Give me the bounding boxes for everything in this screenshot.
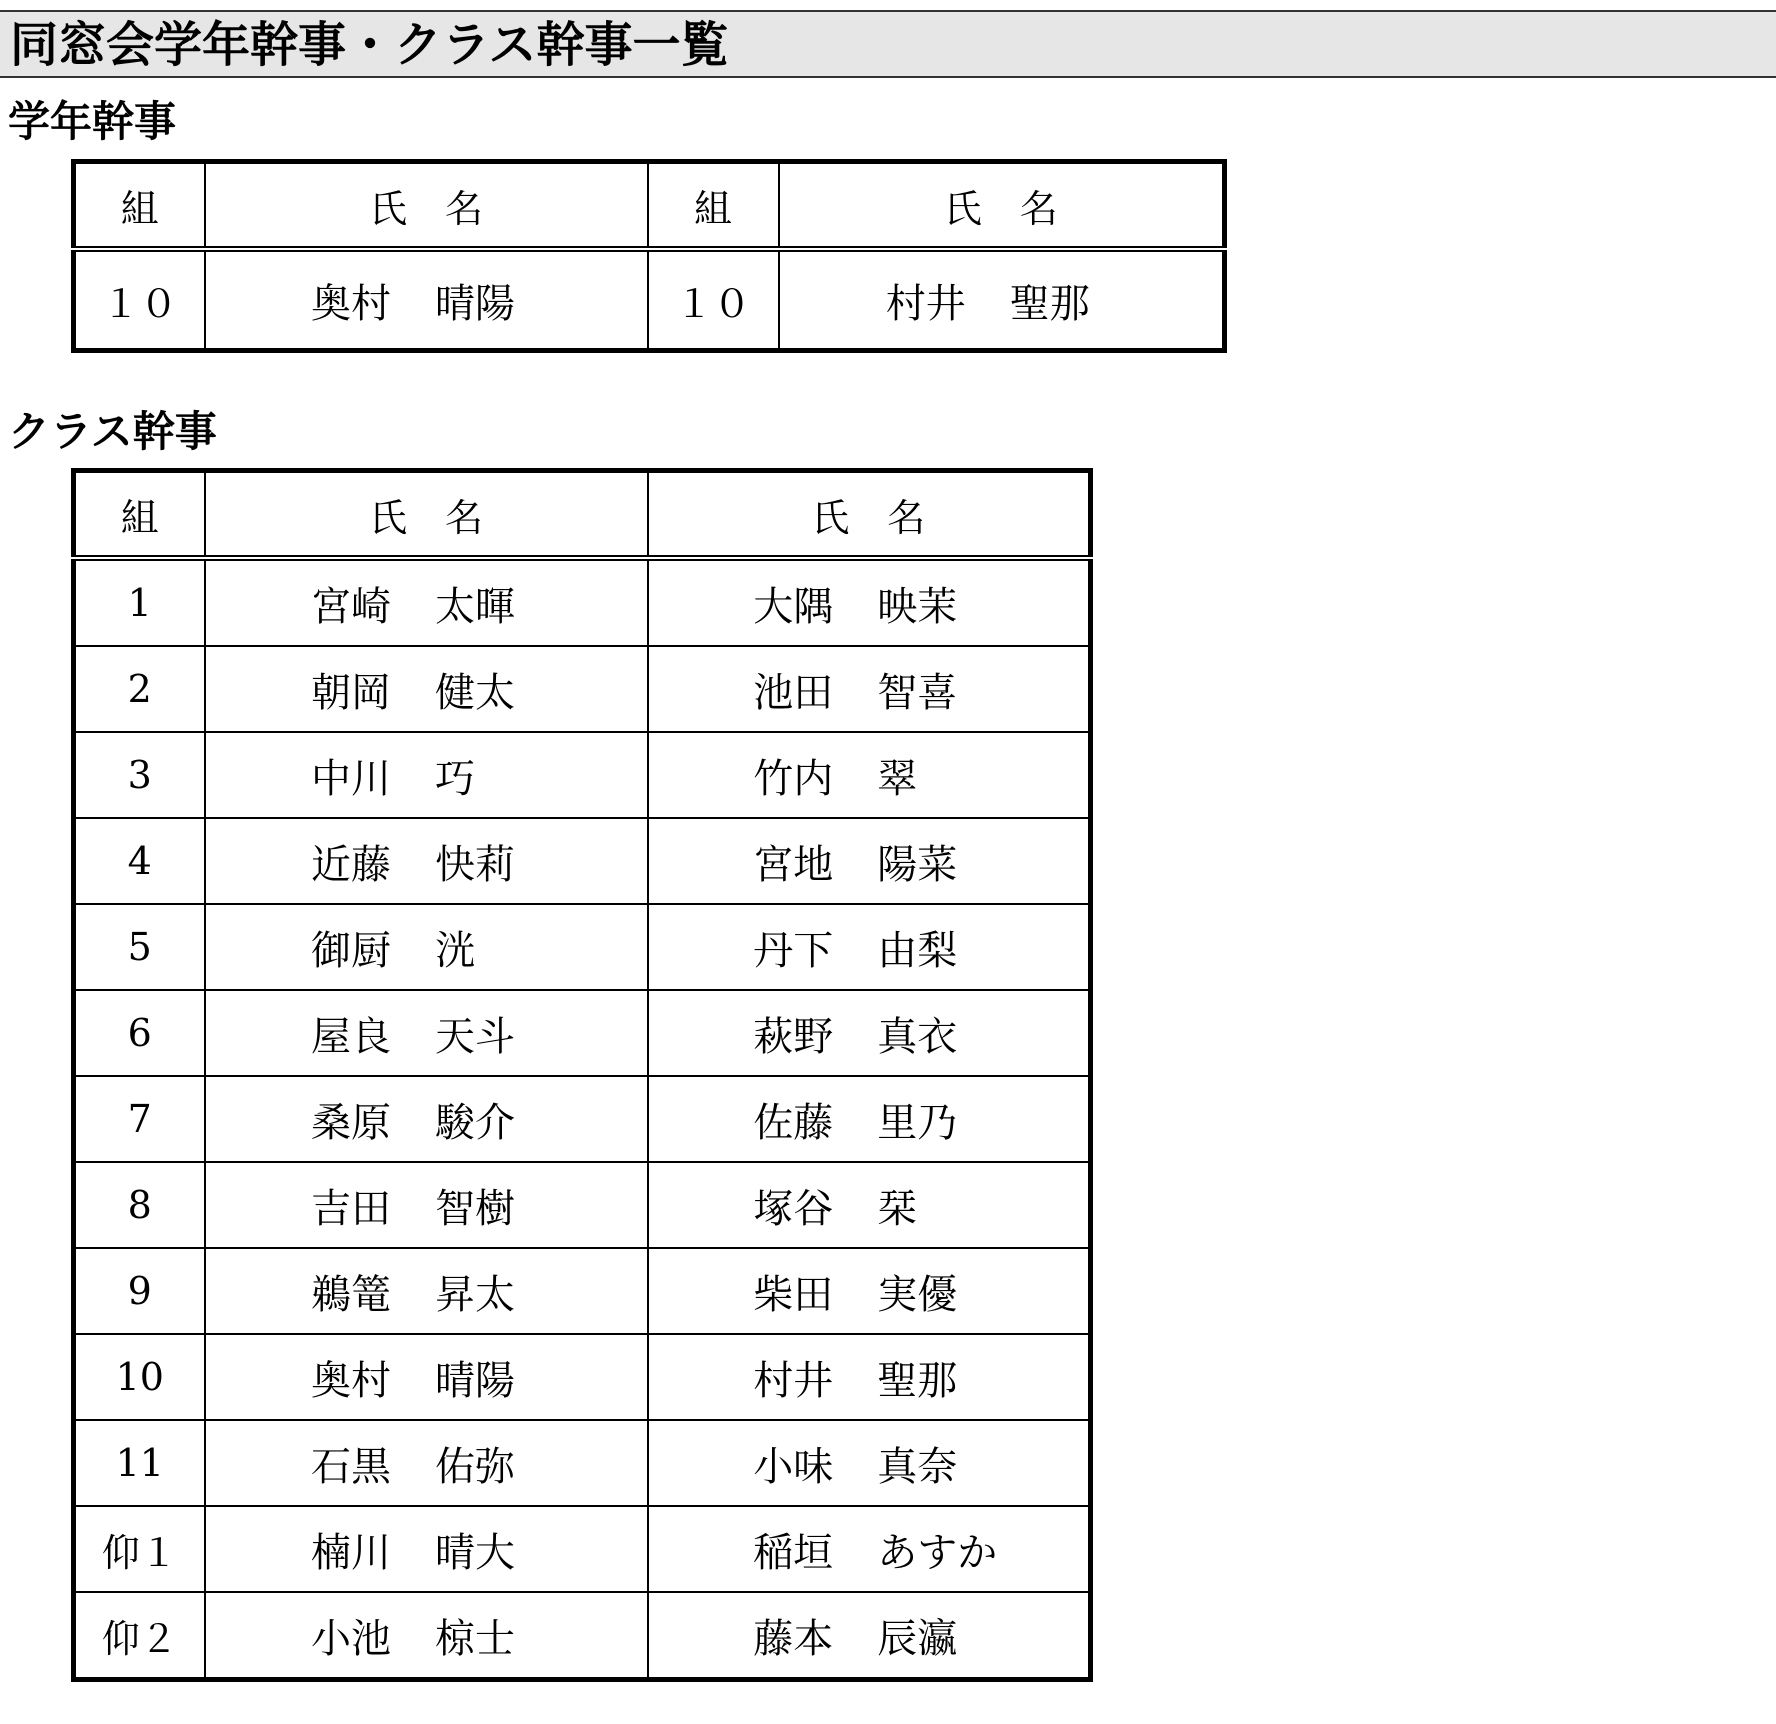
- page-title: 同窓会学年幹事・クラス幹事一覧: [10, 17, 729, 73]
- name-value: [753, 1263, 983, 1320]
- name-cell: [779, 249, 1225, 351]
- surname: 村井: [753, 1357, 834, 1404]
- group-cell: 8: [74, 1162, 205, 1248]
- group-cell: 11: [74, 1420, 205, 1506]
- name-value: [753, 833, 983, 890]
- surname: 小味: [753, 1443, 834, 1490]
- name-value: [753, 1091, 983, 1148]
- given-name: 辰瀛: [877, 1615, 958, 1662]
- table-header-row: [74, 162, 1225, 250]
- name-value: [753, 747, 983, 804]
- name-cell: [205, 990, 648, 1076]
- name-cell: [205, 1420, 648, 1506]
- table-row: [74, 249, 1225, 351]
- given-name: 巧: [435, 755, 475, 802]
- name-cell: [648, 1592, 1091, 1680]
- given-name: 晴大: [435, 1529, 515, 1576]
- surname: 小池: [311, 1615, 391, 1662]
- table-row: [74, 1248, 1091, 1334]
- name-cell: [648, 1248, 1091, 1334]
- grade-secretary-table: [71, 159, 1227, 353]
- name-cell: [648, 732, 1091, 818]
- name-cell: [205, 558, 648, 646]
- name-cell: [205, 818, 648, 904]
- name-cell: [648, 1420, 1091, 1506]
- surname: 屋良: [311, 1013, 391, 1060]
- table-row: [74, 646, 1091, 732]
- group-cell: 仰１: [74, 1506, 205, 1592]
- name-value: [311, 1435, 541, 1492]
- column-header-name: 氏 名: [205, 471, 648, 559]
- given-name: 聖那: [1009, 280, 1090, 327]
- given-name: 実優: [877, 1271, 958, 1318]
- given-name: 翠: [877, 755, 918, 802]
- surname: 柴田: [753, 1271, 834, 1318]
- group-cell: 7: [74, 1076, 205, 1162]
- surname: 奥村: [311, 1357, 391, 1404]
- given-name: 里乃: [877, 1099, 958, 1146]
- class-secretary-table: [71, 468, 1093, 1682]
- given-name: あすか: [877, 1529, 998, 1576]
- name-cell: [205, 646, 648, 732]
- surname: 稲垣: [753, 1529, 834, 1576]
- name-cell: [205, 1592, 648, 1680]
- name-cell: [648, 1506, 1091, 1592]
- group-cell: 2: [74, 646, 205, 732]
- name-cell: [648, 558, 1091, 646]
- table-row: [74, 818, 1091, 904]
- group-cell: 1: [74, 558, 205, 646]
- name-cell: [648, 1076, 1091, 1162]
- name-value: [753, 661, 983, 718]
- table-row: [74, 1506, 1091, 1592]
- given-name: 智樹: [435, 1185, 515, 1232]
- group-cell: １０: [648, 249, 779, 351]
- group-cell: 9: [74, 1248, 205, 1334]
- group-cell: １０: [74, 249, 205, 351]
- table-row: [74, 904, 1091, 990]
- name-value: [311, 1349, 541, 1406]
- given-name: 陽菜: [877, 841, 958, 888]
- given-name: 洸: [435, 927, 475, 974]
- surname: 竹内: [753, 755, 834, 802]
- name-cell: [648, 904, 1091, 990]
- table-row: [74, 558, 1091, 646]
- given-name: 智喜: [877, 669, 958, 716]
- name-value: [753, 1177, 983, 1234]
- surname: 宮地: [753, 841, 834, 888]
- name-value: [311, 1005, 541, 1062]
- surname: 中川: [311, 755, 391, 802]
- name-value: [311, 833, 541, 890]
- column-header-name: 氏 名: [779, 162, 1225, 250]
- given-name: 映茉: [877, 583, 958, 630]
- name-value: [311, 1177, 541, 1234]
- group-cell: 仰２: [74, 1592, 205, 1680]
- name-value: [753, 575, 983, 632]
- name-value: [311, 661, 541, 718]
- column-header-name: 氏 名: [205, 162, 648, 250]
- name-cell: [205, 1248, 648, 1334]
- surname: 塚谷: [753, 1185, 834, 1232]
- given-name: 晴陽: [435, 1357, 515, 1404]
- name-value: [753, 1005, 983, 1062]
- name-value: [311, 919, 541, 976]
- name-cell: [648, 646, 1091, 732]
- name-value: [753, 1435, 983, 1492]
- given-name: 晴陽: [435, 280, 515, 327]
- name-cell: [205, 1506, 648, 1592]
- table-row: [74, 1076, 1091, 1162]
- column-header-group: 組: [74, 162, 205, 250]
- name-cell: [205, 732, 648, 818]
- table-row: [74, 1592, 1091, 1680]
- column-header-group: 組: [648, 162, 779, 250]
- name-value: [753, 1521, 998, 1578]
- name-cell: [205, 904, 648, 990]
- surname: 村井: [885, 280, 966, 327]
- surname: 鵜篭: [311, 1271, 391, 1318]
- name-value: [753, 1349, 983, 1406]
- surname: 楠川: [311, 1529, 391, 1576]
- name-cell: [648, 818, 1091, 904]
- column-header-group: 組: [74, 471, 205, 559]
- class-table-body: [74, 558, 1091, 1680]
- surname: 近藤: [311, 841, 391, 888]
- name-value: [311, 575, 541, 632]
- surname: 御厨: [311, 927, 391, 974]
- given-name: 真衣: [877, 1013, 958, 1060]
- surname: 藤本: [753, 1615, 834, 1662]
- group-cell: 4: [74, 818, 205, 904]
- table-row: [74, 990, 1091, 1076]
- given-name: 由梨: [877, 927, 958, 974]
- given-name: 真奈: [877, 1443, 958, 1490]
- group-cell: 10: [74, 1334, 205, 1420]
- given-name: 健太: [435, 669, 515, 716]
- group-cell: 5: [74, 904, 205, 990]
- name-cell: [648, 990, 1091, 1076]
- name-cell: [205, 1334, 648, 1420]
- name-cell: [205, 1076, 648, 1162]
- class-section-heading: クラス幹事: [8, 407, 217, 456]
- given-name: 佑弥: [435, 1443, 515, 1490]
- name-value: [753, 919, 983, 976]
- table-row: [74, 1162, 1091, 1248]
- surname: 萩野: [753, 1013, 834, 1060]
- column-header-name: 氏 名: [648, 471, 1091, 559]
- name-cell: [648, 1334, 1091, 1420]
- name-cell: [205, 1162, 648, 1248]
- given-name: 昇太: [435, 1271, 515, 1318]
- surname: 池田: [753, 669, 834, 716]
- name-value: [886, 272, 1116, 329]
- group-cell: 6: [74, 990, 205, 1076]
- surname: 桑原: [311, 1099, 391, 1146]
- given-name: 快莉: [435, 841, 515, 888]
- given-name: 椋士: [435, 1615, 515, 1662]
- name-value: [311, 1263, 541, 1320]
- name-value: [311, 272, 541, 329]
- grade-section-heading: 学年幹事: [8, 97, 177, 146]
- surname: 朝岡: [311, 669, 391, 716]
- name-value: [311, 747, 541, 804]
- surname: 佐藤: [753, 1099, 834, 1146]
- given-name: 聖那: [877, 1357, 958, 1404]
- name-value: [311, 1091, 541, 1148]
- surname: 大隅: [753, 583, 834, 630]
- table-row: [74, 1334, 1091, 1420]
- table-header-row: [74, 471, 1091, 559]
- table-row: [74, 732, 1091, 818]
- name-cell: [205, 249, 648, 351]
- surname: 奥村: [311, 280, 391, 327]
- given-name: 太暉: [435, 583, 515, 630]
- name-cell: [648, 1162, 1091, 1248]
- surname: 吉田: [311, 1185, 391, 1232]
- surname: 丹下: [753, 927, 834, 974]
- given-name: 栞: [877, 1185, 918, 1232]
- given-name: 駿介: [435, 1099, 515, 1146]
- name-value: [311, 1607, 541, 1664]
- given-name: 天斗: [435, 1013, 515, 1060]
- name-value: [311, 1521, 541, 1578]
- table-row: [74, 1420, 1091, 1506]
- surname: 宮崎: [311, 583, 391, 630]
- group-cell: 3: [74, 732, 205, 818]
- title-bar: [0, 10, 1776, 78]
- name-value: [753, 1607, 983, 1664]
- surname: 石黒: [311, 1443, 391, 1490]
